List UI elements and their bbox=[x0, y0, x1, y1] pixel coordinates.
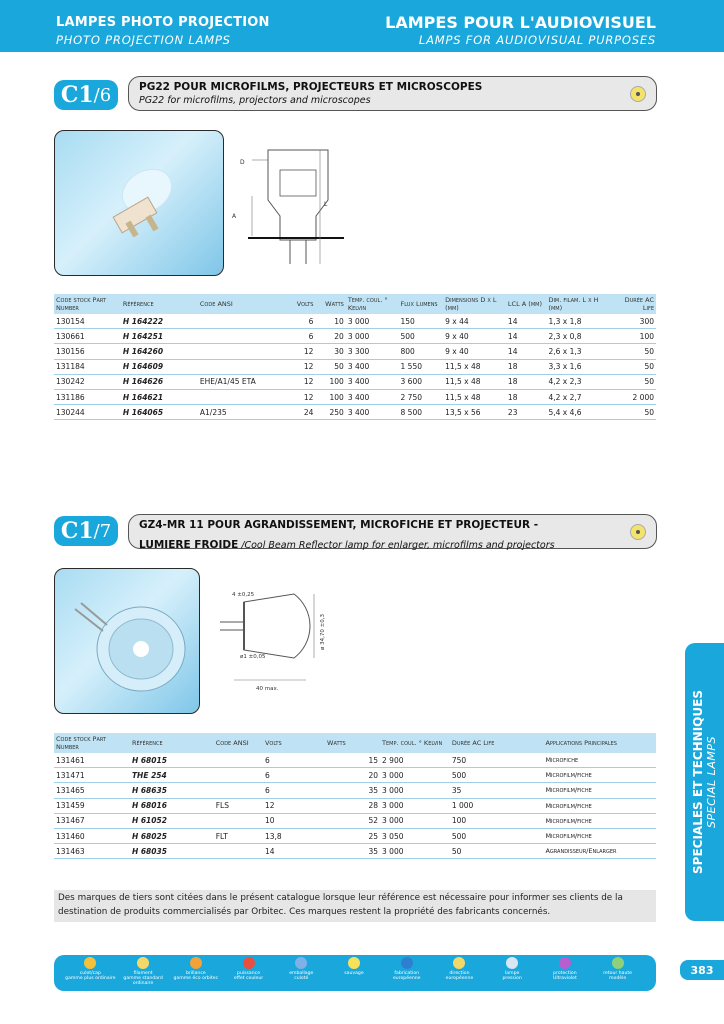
table-pg22 bbox=[54, 294, 656, 420]
table-cell bbox=[198, 329, 287, 344]
header-right-title: LAMPES POUR L'AUDIOVISUEL bbox=[385, 13, 656, 32]
legend-item bbox=[539, 957, 592, 981]
col-header: Référence bbox=[130, 733, 214, 753]
table-cell: 6 bbox=[263, 768, 325, 783]
table-cell: 50 bbox=[611, 344, 656, 359]
legend-icon bbox=[137, 957, 149, 969]
table-cell: 18 bbox=[506, 374, 547, 389]
table-cell: H 164222 bbox=[121, 314, 198, 329]
table-cell bbox=[214, 783, 263, 798]
legend-icon bbox=[190, 957, 202, 969]
section-title-cold-light: LUMIERE FROIDE bbox=[139, 539, 239, 551]
table-cell: 2,3 x 0,8 bbox=[546, 329, 611, 344]
table-cell: H 164621 bbox=[121, 389, 198, 404]
table-header-row bbox=[54, 294, 656, 314]
table-cell: 13,8 bbox=[263, 828, 325, 843]
table-cell: 10 bbox=[263, 813, 325, 828]
table-cell: 28 bbox=[325, 798, 380, 813]
legend-icon bbox=[559, 957, 571, 969]
table-cell: 3 300 bbox=[346, 344, 399, 359]
table-cell: 50 bbox=[611, 405, 656, 420]
table-cell: 2 000 bbox=[611, 389, 656, 404]
legend-label: puissance effet couleur bbox=[233, 971, 264, 981]
col-header: Durée AC Life bbox=[450, 733, 544, 753]
diagram-label-diameter: ø 34,70 ±0,3 bbox=[320, 614, 326, 650]
table-cell: 131460 bbox=[54, 828, 130, 843]
legend-label: sauvage bbox=[344, 971, 364, 976]
col-header: LCL A (mm) bbox=[506, 294, 547, 314]
table-cell: 9 x 44 bbox=[443, 314, 506, 329]
legend-label: direction européenne bbox=[445, 971, 474, 981]
col-header: Code ANSI bbox=[214, 733, 263, 753]
table-cell: 3 400 bbox=[346, 359, 399, 374]
table-cell: 2 750 bbox=[399, 389, 444, 404]
table-cell: 100 bbox=[315, 374, 345, 389]
diagram-label-length: 40 max. bbox=[256, 686, 279, 692]
page-header bbox=[0, 0, 724, 52]
section-title: PG22 POUR MICROFILMS, PROJECTEURS ET MICROSCOPES bbox=[139, 81, 483, 93]
table-cell: 131459 bbox=[54, 798, 130, 813]
header-right-subtitle: LAMPS FOR AUDIOVISUAL PURPOSES bbox=[418, 33, 656, 47]
legend-label: culot/cap gamme plus ordinaire bbox=[65, 971, 116, 981]
section-subtitle: PG22 for microfilms, projectors and microscopes bbox=[139, 95, 371, 106]
diagram-label-pin: ø1 ±0,05 bbox=[240, 654, 266, 660]
table-row bbox=[54, 374, 656, 389]
section-title-line2 bbox=[139, 533, 555, 552]
table-row bbox=[54, 389, 656, 404]
footer-legend bbox=[54, 955, 656, 991]
legend-item bbox=[486, 957, 539, 981]
table-cell: 12 bbox=[287, 389, 315, 404]
table-cell: EHE/A1/45 ETA bbox=[198, 374, 287, 389]
legend-item bbox=[222, 957, 275, 981]
table-cell bbox=[198, 359, 287, 374]
col-header: Temp. coul. ° Kelvin bbox=[380, 733, 450, 753]
table-cell: 12 bbox=[287, 359, 315, 374]
table-body bbox=[54, 314, 656, 420]
table-row bbox=[54, 753, 656, 768]
legend-item bbox=[117, 957, 170, 986]
table-cell bbox=[214, 844, 263, 859]
target-icon bbox=[630, 86, 646, 102]
col-header: Référence bbox=[121, 294, 198, 314]
section-title-box bbox=[128, 76, 657, 111]
table-cell: 9 x 40 bbox=[443, 329, 506, 344]
table-cell: 100 bbox=[611, 329, 656, 344]
table-cell: H 61052 bbox=[130, 813, 214, 828]
table-cell: Microfilm/fiche bbox=[543, 783, 656, 798]
table-cell: 50 bbox=[315, 359, 345, 374]
table-cell: 12 bbox=[263, 798, 325, 813]
col-header: Volts bbox=[287, 294, 315, 314]
header-left-subtitle: PHOTO PROJECTION LAMPS bbox=[56, 33, 231, 47]
legend-icon bbox=[506, 957, 518, 969]
badge-main: C1 bbox=[60, 518, 94, 544]
lamp-pg22-image bbox=[55, 131, 223, 275]
page-number: 383 bbox=[680, 960, 724, 980]
table-cell: Microfilm/fiche bbox=[543, 828, 656, 843]
table-cell: 14 bbox=[506, 329, 547, 344]
section-title-box bbox=[128, 514, 657, 549]
table-cell: 150 bbox=[399, 314, 444, 329]
legend-label: retour haute modèle bbox=[603, 971, 632, 981]
target-icon bbox=[630, 524, 646, 540]
table-cell: 3,3 x 1,6 bbox=[546, 359, 611, 374]
table-cell: Microfilm/fiche bbox=[543, 813, 656, 828]
table-row bbox=[54, 344, 656, 359]
table-row bbox=[54, 783, 656, 798]
table-cell: H 164065 bbox=[121, 405, 198, 420]
table-cell bbox=[214, 768, 263, 783]
table-cell: 11,5 x 48 bbox=[443, 374, 506, 389]
table-cell: 3 000 bbox=[380, 844, 450, 859]
table-cell: 25 bbox=[325, 828, 380, 843]
table-row bbox=[54, 813, 656, 828]
table-cell: 2 900 bbox=[380, 753, 450, 768]
table-cell: 52 bbox=[325, 813, 380, 828]
table-row bbox=[54, 314, 656, 329]
badge-main: C1 bbox=[60, 82, 94, 108]
legend-icon bbox=[348, 957, 360, 969]
col-header: Dimensions D x L (mm) bbox=[443, 294, 506, 314]
col-header: Dim. filam. L x H (mm) bbox=[546, 294, 611, 314]
table-cell: 3 000 bbox=[380, 813, 450, 828]
table-cell: 50 bbox=[450, 844, 544, 859]
table-cell: 100 bbox=[315, 389, 345, 404]
diagram-label-d: D bbox=[240, 159, 245, 166]
legend-icon bbox=[612, 957, 624, 969]
table-cell: 11,5 x 48 bbox=[443, 389, 506, 404]
product-photo-gz4 bbox=[54, 568, 200, 714]
table-gz4 bbox=[54, 733, 656, 859]
table-cell: 35 bbox=[325, 844, 380, 859]
table-cell: 131465 bbox=[54, 783, 130, 798]
table-cell: Microfilm/fiche bbox=[543, 798, 656, 813]
table-cell: Agrandisseur/Enlarger bbox=[543, 844, 656, 859]
table-cell: 30 bbox=[315, 344, 345, 359]
legend-icon bbox=[84, 957, 96, 969]
table-cell: 5,4 x 4,6 bbox=[546, 405, 611, 420]
table-cell: 130156 bbox=[54, 344, 121, 359]
section-subtitle: /Cool Beam Reflector lamp for enlarger, microfilms and projectors bbox=[238, 540, 555, 551]
table-cell: 130242 bbox=[54, 374, 121, 389]
table-row bbox=[54, 329, 656, 344]
table-row bbox=[54, 768, 656, 783]
table-cell: 2,6 x 1,3 bbox=[546, 344, 611, 359]
table-cell: 250 bbox=[315, 405, 345, 420]
pg22-technical-diagram bbox=[228, 140, 348, 276]
table-cell bbox=[198, 314, 287, 329]
section-badge-c1-7 bbox=[54, 516, 118, 546]
table-cell: 4,2 x 2,3 bbox=[546, 374, 611, 389]
table-cell: 18 bbox=[506, 389, 547, 404]
table-cell: 131463 bbox=[54, 844, 130, 859]
section-badge-c1-6 bbox=[54, 80, 118, 110]
col-header: Watts bbox=[325, 733, 380, 753]
col-header: Code stock Part Number bbox=[54, 733, 130, 753]
col-header: Watts bbox=[315, 294, 345, 314]
table-cell: 23 bbox=[506, 405, 547, 420]
table-cell: 4,2 x 2,7 bbox=[546, 389, 611, 404]
table-cell: 14 bbox=[263, 844, 325, 859]
table-row bbox=[54, 828, 656, 843]
legend-label: fabrication européenne bbox=[392, 971, 421, 981]
legend-item bbox=[64, 957, 117, 981]
table-body bbox=[54, 753, 656, 859]
table-cell bbox=[198, 344, 287, 359]
table-cell: 10 bbox=[315, 314, 345, 329]
table-cell: 3 050 bbox=[380, 828, 450, 843]
side-tab[interactable] bbox=[685, 643, 724, 921]
table-cell: 6 bbox=[263, 783, 325, 798]
table-cell: H 68025 bbox=[130, 828, 214, 843]
legend-item bbox=[275, 957, 328, 981]
table-cell: H 164626 bbox=[121, 374, 198, 389]
table-cell: 100 bbox=[450, 813, 544, 828]
diagram-label-top: 4 ±0,25 bbox=[232, 592, 255, 598]
table-cell: 131184 bbox=[54, 359, 121, 374]
legend-icon bbox=[453, 957, 465, 969]
table-cell: 8 500 bbox=[399, 405, 444, 420]
table-cell: 20 bbox=[325, 768, 380, 783]
table-cell: 500 bbox=[450, 828, 544, 843]
side-tab-fr: SPECIALES ET TECHNIQUES bbox=[691, 690, 705, 874]
header-left-title: LAMPES PHOTO PROJECTION bbox=[56, 15, 270, 30]
badge-sub: /6 bbox=[93, 84, 112, 106]
table-cell: 3 400 bbox=[346, 374, 399, 389]
table-cell: 13,5 x 56 bbox=[443, 405, 506, 420]
legend-label: emballage culoté bbox=[289, 971, 314, 981]
table-cell: 130244 bbox=[54, 405, 121, 420]
table-cell: A1/235 bbox=[198, 405, 287, 420]
table-cell: 6 bbox=[263, 753, 325, 768]
col-header: Durée AC Life bbox=[611, 294, 656, 314]
table-cell: 50 bbox=[611, 374, 656, 389]
diagram-label-a: A bbox=[232, 213, 237, 220]
table-cell: 3 000 bbox=[380, 768, 450, 783]
table-cell: 131186 bbox=[54, 389, 121, 404]
table-cell: 131467 bbox=[54, 813, 130, 828]
table-cell: THE 254 bbox=[130, 768, 214, 783]
table-cell: 18 bbox=[506, 359, 547, 374]
table-cell: 500 bbox=[399, 329, 444, 344]
table-cell: 3 400 bbox=[346, 405, 399, 420]
table-cell: 35 bbox=[325, 783, 380, 798]
table-cell: H 68035 bbox=[130, 844, 214, 859]
table-cell: H 164251 bbox=[121, 329, 198, 344]
table-cell: 14 bbox=[506, 314, 547, 329]
table-cell: 130154 bbox=[54, 314, 121, 329]
gz4-technical-diagram bbox=[206, 584, 326, 694]
legend-label: filament gamme standard ordinaire bbox=[123, 971, 163, 986]
table-cell: 9 x 40 bbox=[443, 344, 506, 359]
col-header: Applications Principales bbox=[543, 733, 656, 753]
table-cell: H 68635 bbox=[130, 783, 214, 798]
table-cell: 500 bbox=[450, 768, 544, 783]
table-cell: 131461 bbox=[54, 753, 130, 768]
table-cell: 3 000 bbox=[346, 329, 399, 344]
table-cell: 6 bbox=[287, 329, 315, 344]
badge-sub: /7 bbox=[93, 520, 112, 542]
table-cell: 50 bbox=[611, 359, 656, 374]
table-cell: H 68016 bbox=[130, 798, 214, 813]
trademark-note: Des marques de tiers sont citées dans le présent catalogue lorsque leur référence est nécessaire pour informer ses clients de la destination de produits commercialisés par Orbitec. Ces marques restent la propriété des fabricants concernés. bbox=[54, 890, 656, 922]
col-header: Code stock Part Number bbox=[54, 294, 121, 314]
table-cell: 3 000 bbox=[346, 314, 399, 329]
col-header: Volts bbox=[263, 733, 325, 753]
table-cell: 1,3 x 1,8 bbox=[546, 314, 611, 329]
product-photo-pg22 bbox=[54, 130, 224, 276]
table-cell: 3 000 bbox=[380, 783, 450, 798]
legend-icon bbox=[401, 957, 413, 969]
table-cell: 1 000 bbox=[450, 798, 544, 813]
col-header: Temp. coul. ° Kelvin bbox=[346, 294, 399, 314]
table-cell: 15 bbox=[325, 753, 380, 768]
table-cell: H 164609 bbox=[121, 359, 198, 374]
legend-label: lampe pression bbox=[502, 971, 522, 981]
table-cell bbox=[214, 813, 263, 828]
legend-icon bbox=[243, 957, 255, 969]
table-cell: 12 bbox=[287, 344, 315, 359]
table-cell: H 164260 bbox=[121, 344, 198, 359]
table-cell: 300 bbox=[611, 314, 656, 329]
table-cell: 130661 bbox=[54, 329, 121, 344]
table-row bbox=[54, 359, 656, 374]
table-cell bbox=[214, 753, 263, 768]
table-cell: FLT bbox=[214, 828, 263, 843]
table-row bbox=[54, 405, 656, 420]
table-cell: Microfiche bbox=[543, 753, 656, 768]
table-header-row bbox=[54, 733, 656, 753]
legend-icon bbox=[295, 957, 307, 969]
table-row bbox=[54, 844, 656, 859]
table-cell: 24 bbox=[287, 405, 315, 420]
table-cell bbox=[198, 389, 287, 404]
legend-item bbox=[433, 957, 486, 981]
table-cell: FLS bbox=[214, 798, 263, 813]
table-cell: 14 bbox=[506, 344, 547, 359]
legend-label: protection Ultraviolet bbox=[552, 971, 577, 981]
legend-item bbox=[591, 957, 644, 981]
side-tab-en: SPECIAL LAMPS bbox=[705, 736, 718, 828]
col-header: Flux Lumens bbox=[399, 294, 444, 314]
legend-item bbox=[328, 957, 381, 976]
table-cell: 6 bbox=[287, 314, 315, 329]
diagram-label-l: L bbox=[324, 201, 328, 208]
table-cell: 800 bbox=[399, 344, 444, 359]
table-cell: 750 bbox=[450, 753, 544, 768]
table-cell: 3 400 bbox=[346, 389, 399, 404]
table-cell: 11,5 x 48 bbox=[443, 359, 506, 374]
legend-item bbox=[380, 957, 433, 981]
table-cell: 131471 bbox=[54, 768, 130, 783]
section-title: GZ4-MR 11 POUR AGRANDISSEMENT, MICROFICHE ET PROJECTEUR - bbox=[139, 519, 539, 531]
table-cell: 3 600 bbox=[399, 374, 444, 389]
table-cell: Microfilm/fiche bbox=[543, 768, 656, 783]
table-cell: 20 bbox=[315, 329, 345, 344]
table-row bbox=[54, 798, 656, 813]
table-cell: 1 550 bbox=[399, 359, 444, 374]
table-cell: 12 bbox=[287, 374, 315, 389]
table-cell: 3 000 bbox=[380, 798, 450, 813]
table-cell: H 68015 bbox=[130, 753, 214, 768]
lamp-gz4-image bbox=[55, 569, 199, 713]
legend-item bbox=[169, 957, 222, 981]
legend-label: brillance gamme éco orbitec bbox=[173, 971, 219, 981]
table-cell: 35 bbox=[450, 783, 544, 798]
col-header: Code ANSI bbox=[198, 294, 287, 314]
